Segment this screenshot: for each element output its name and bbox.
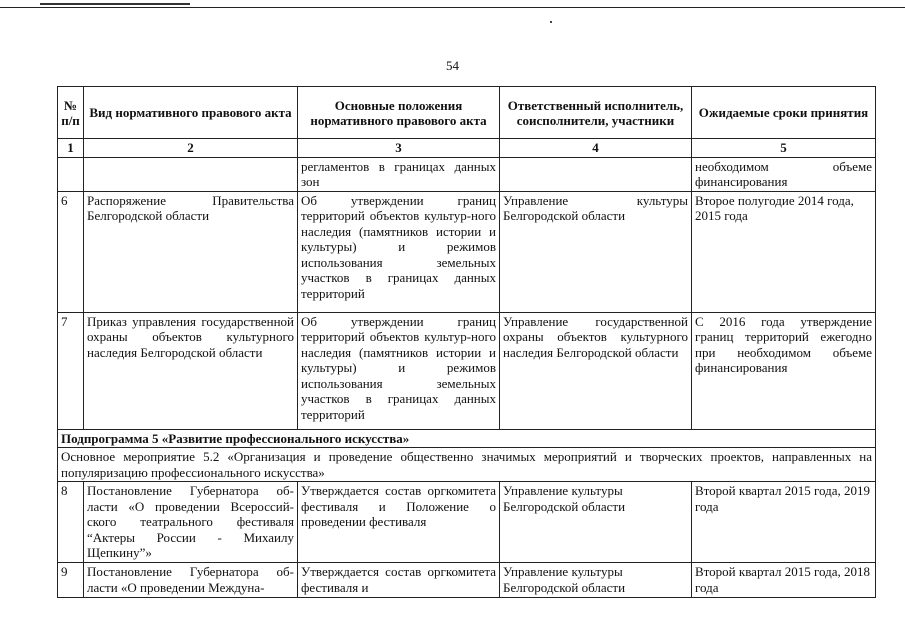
column-number: 5 (692, 139, 876, 158)
cell-number: 9 (58, 563, 84, 598)
column-number-row (58, 139, 876, 158)
header-executor: Ответственный исполнитель, соисполнители, участники (500, 87, 692, 139)
cell-number: 7 (58, 312, 84, 429)
column-number: 3 (298, 139, 500, 158)
table-header-row (58, 87, 876, 139)
cell-executor: Управление государственной охраны объектов культурного наследия Белгородской области (500, 312, 692, 429)
table-row (58, 191, 876, 312)
scan-top-line (0, 7, 905, 8)
cell-executor: Управление культуры Белгородской области (500, 482, 692, 563)
scan-top-mark (40, 3, 190, 5)
page-number: 54 (446, 58, 459, 73)
column-number: 1 (58, 139, 84, 158)
table-row (58, 312, 876, 429)
cell-main-provisions: регламентов в границах данных зон (298, 157, 500, 191)
cell-number: 8 (58, 482, 84, 563)
measure-row (58, 448, 876, 482)
cell-expected-term: Второй квартал 2015 года, 2019 года (692, 482, 876, 563)
cell-expected-term: Второй квартал 2015 года, 2018 года (692, 563, 876, 598)
measure-title: Основное мероприятие 5.2 «Организация и проведение общественно значимых мероприятий и творческих проектов, направленных на популяризацию профессионального искусства» (58, 448, 876, 482)
subprogram-title: Подпрограмма 5 «Развитие профессионального искусства» (58, 429, 876, 448)
cell-executor: Управление культуры Белгородской области (500, 563, 692, 598)
header-act-type: Вид нормативного правового акта (84, 87, 298, 139)
header-main-provisions: Основные положения нормативного правового акта (298, 87, 500, 139)
table-row (58, 482, 876, 563)
subprogram-row (58, 429, 876, 448)
cell-act-type: Распоряжение Правительства Белгородской области (84, 191, 298, 312)
column-number: 2 (84, 139, 298, 158)
cell-act-type: Постановление Губернатора об-ласти «О проведении Междуна- (84, 563, 298, 598)
cell-number: 6 (58, 191, 84, 312)
cell-main-provisions: Утверждается состав оргкомитета фестиваля и Положение о проведении фестиваля (298, 482, 500, 563)
cell-main-provisions: Об утверждении границ территорий объектов культур-ного наследия (памятников истории и культуры) и режимов использования земельных участков в границах данных территорий (298, 312, 500, 429)
cell-expected-term: необходимом объеме финансирования (692, 157, 876, 191)
cell-number (58, 157, 84, 191)
cell-expected-term: Второе полугодие 2014 года, 2015 года (692, 191, 876, 312)
scan-dot (550, 21, 552, 23)
cell-act-type: Приказ управления государственной охраны объектов культурного наследия Белгородской области (84, 312, 298, 429)
cell-main-provisions: Утверждается состав оргкомитета фестиваля и (298, 563, 500, 598)
table-row (58, 157, 876, 191)
header-number: № п/п (58, 87, 84, 139)
header-expected-term: Ожидаемые сроки принятия (692, 87, 876, 139)
cell-main-provisions: Об утверждении границ территорий объектов культур-ного наследия (памятников истории и культуры) и режимов использования земельных участков в границах данных территорий (298, 191, 500, 312)
cell-executor (500, 157, 692, 191)
legal-acts-table (57, 86, 876, 598)
cell-act-type: Постановление Губернатора об-ласти «О проведении Всероссий-ского театрального фестиваля “Актеры России - Михаилу Щепкину”» (84, 482, 298, 563)
table-row (58, 563, 876, 598)
cell-expected-term: С 2016 года утверждение границ территорий ежегодно при необходимом объеме финансирования (692, 312, 876, 429)
cell-act-type (84, 157, 298, 191)
column-number: 4 (500, 139, 692, 158)
cell-executor: Управление культуры Белгородской области (500, 191, 692, 312)
